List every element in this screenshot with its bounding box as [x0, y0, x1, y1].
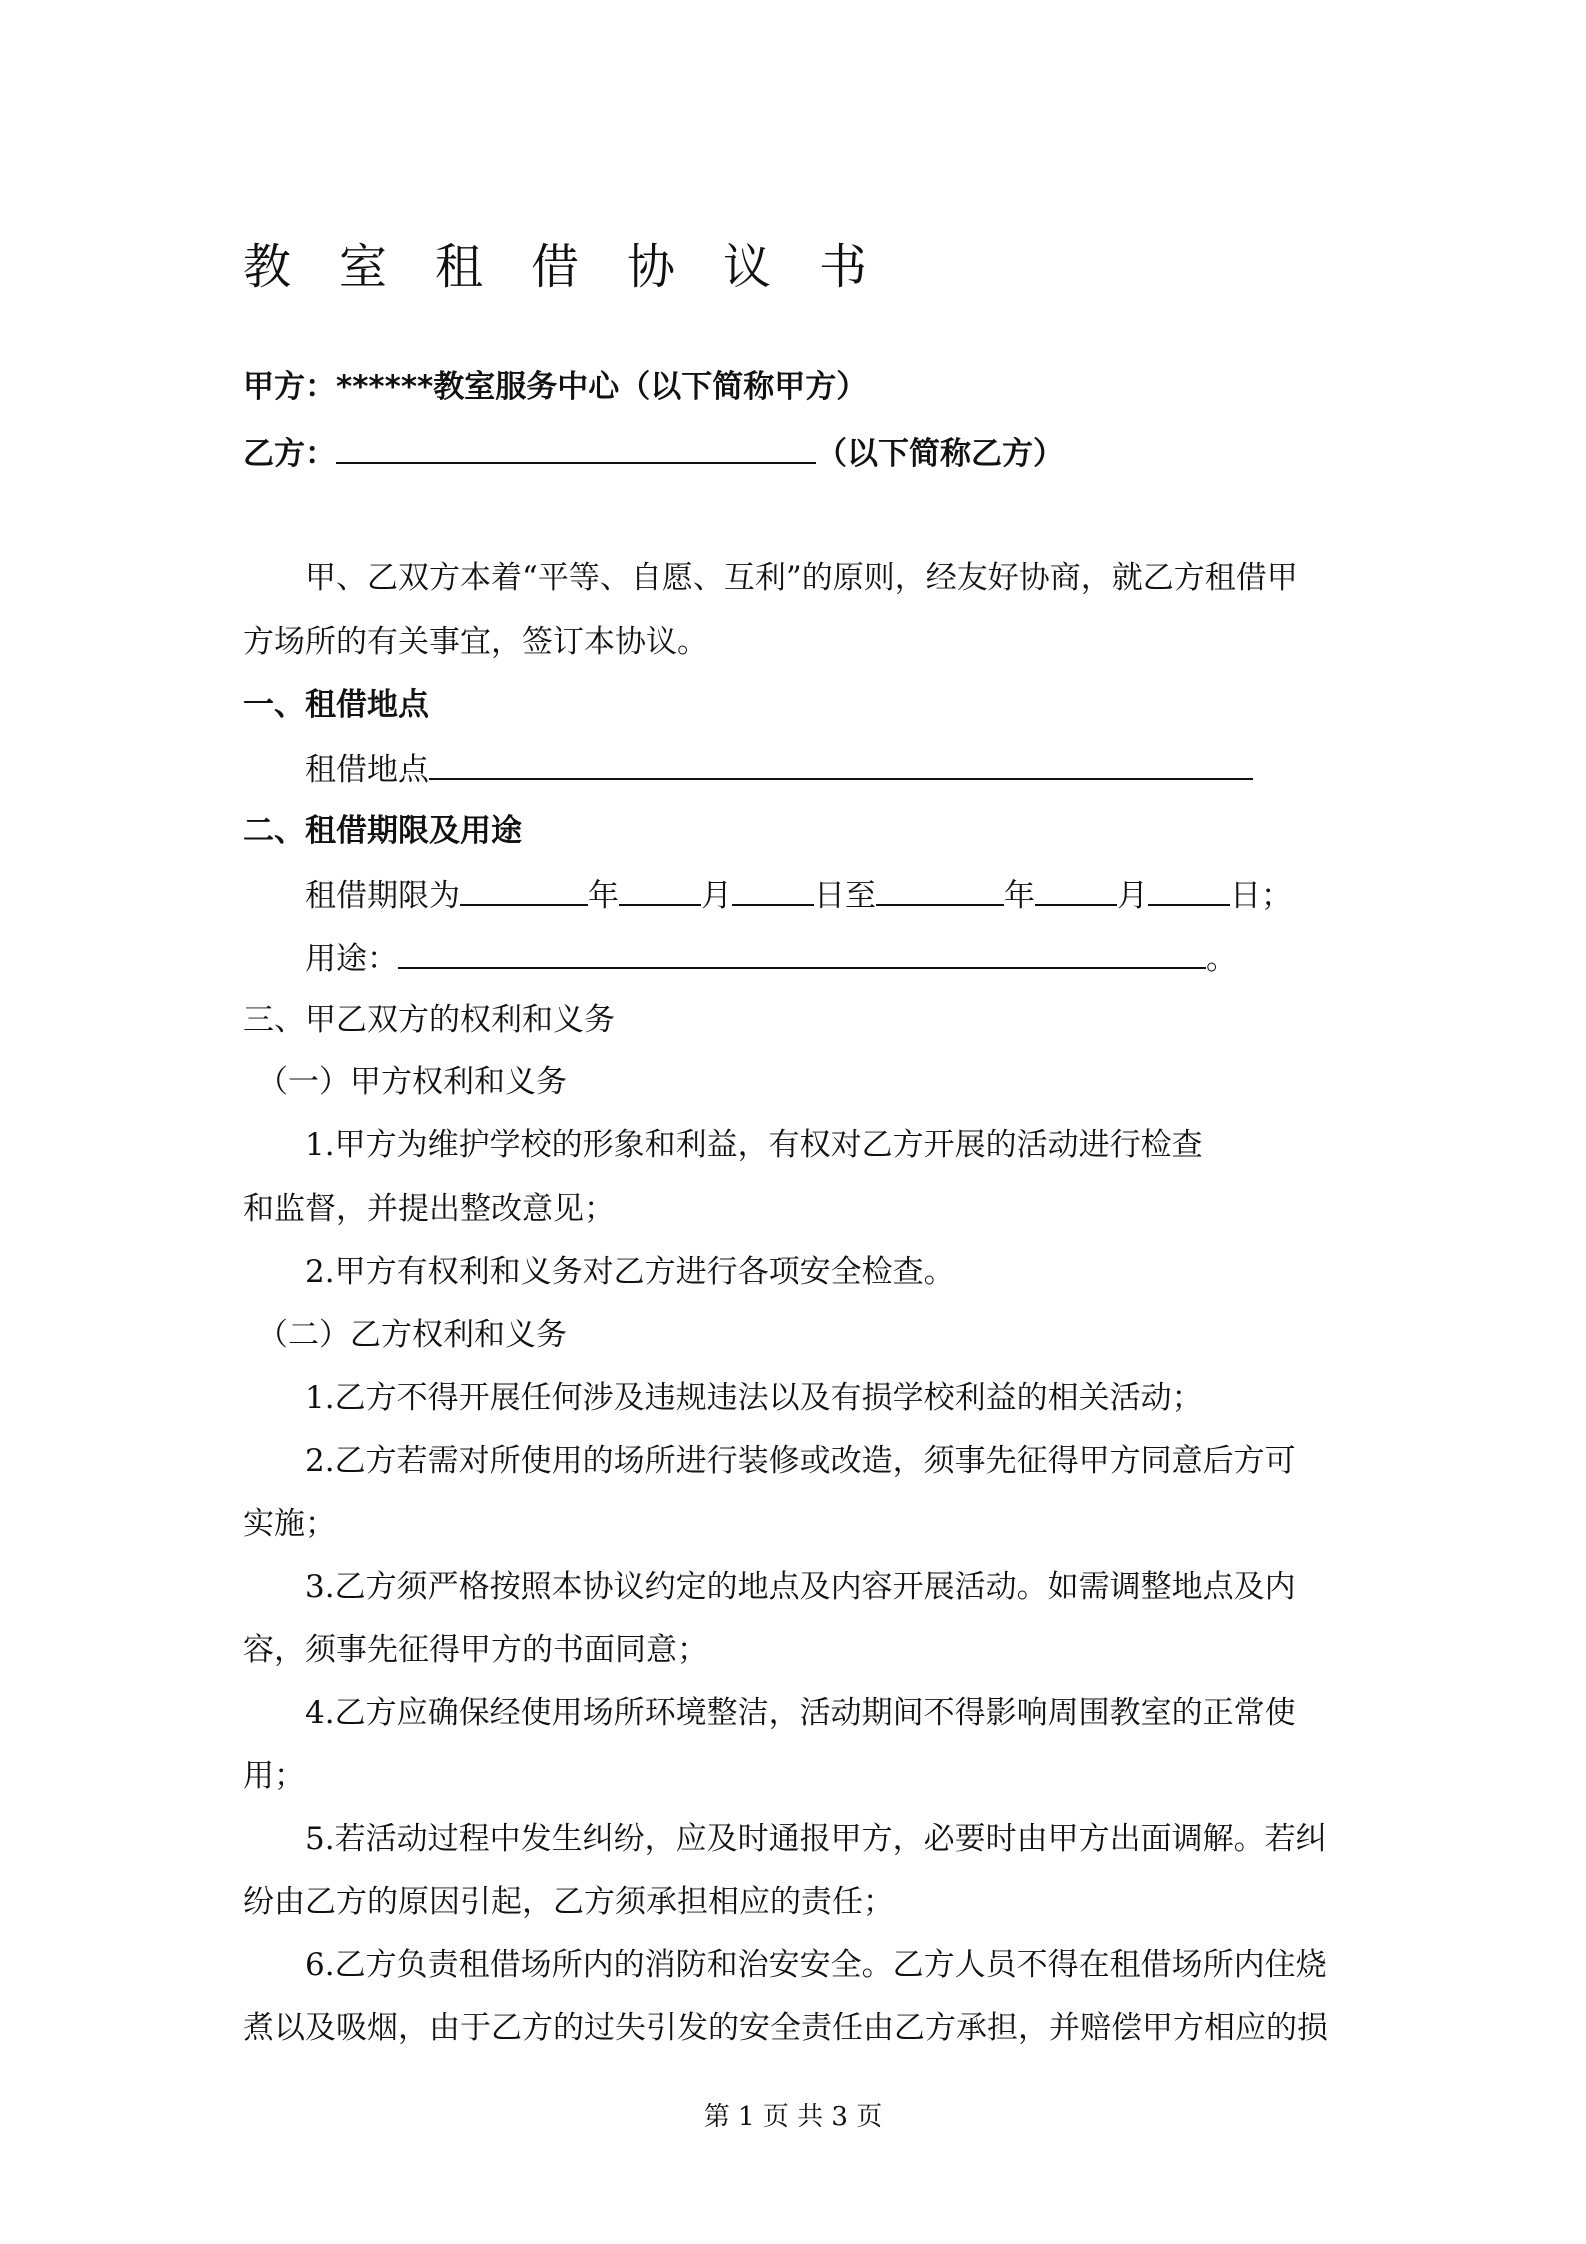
party-a-clause-2: 2.甲方有权利和义务对乙方进行各项安全检查。	[305, 1254, 955, 1290]
intro-line-1: 甲、乙双方本着“平等、自愿、互利”的原则，经友好协商，就乙方租借甲	[305, 560, 1298, 596]
party-b-clause-5a: 5.若活动过程中发生纠纷，应及时通报甲方，必要时由甲方出面调解。若纠	[305, 1821, 1327, 1857]
party-b-line	[243, 430, 1064, 476]
end-year-unit: 年	[1004, 878, 1035, 914]
start-day-blank[interactable]	[732, 872, 814, 906]
document-title: 教室租借协议书	[243, 239, 916, 295]
end-day-unit: 日；	[1230, 878, 1292, 914]
rental-location-label: 租借地点	[305, 752, 429, 788]
start-day-unit: 日至	[814, 878, 876, 914]
party-b-clause-6b: 煮以及吸烟，由于乙方的过失引发的安全责任由乙方承担，并赔偿甲方相应的损	[243, 2010, 1328, 2046]
party-b-clause-3a: 3.乙方须严格按照本协议约定的地点及内容开展活动。如需调整地点及内	[305, 1569, 1296, 1605]
section-1-heading: 一、租借地点	[243, 687, 429, 723]
usage-line	[305, 935, 1237, 981]
party-b-suffix: （以下简称乙方）	[816, 436, 1064, 472]
party-b-rights-heading: （二）乙方权利和义务	[257, 1317, 567, 1353]
end-day-blank[interactable]	[1148, 872, 1230, 906]
usage-end: 。	[1206, 941, 1237, 977]
party-a-line: 甲方：******教室服务中心（以下简称甲方）	[243, 369, 868, 405]
usage-blank[interactable]	[398, 935, 1206, 969]
party-b-blank[interactable]	[336, 430, 816, 464]
intro-line-2: 方场所的有关事宜，签订本协议。	[243, 624, 708, 660]
usage-label: 用途：	[305, 941, 398, 977]
party-b-clause-6a: 6.乙方负责租借场所内的消防和治安安全。乙方人员不得在租借场所内住烧	[305, 1947, 1327, 1983]
party-b-clause-1: 1.乙方不得开展任何涉及违规违法以及有损学校利益的相关活动；	[305, 1380, 1203, 1416]
party-b-clause-2a: 2.乙方若需对所使用的场所进行装修或改造，须事先征得甲方同意后方可	[305, 1443, 1296, 1479]
start-year-unit: 年	[588, 878, 619, 914]
end-month-blank[interactable]	[1035, 872, 1117, 906]
section-2-heading: 二、租借期限及用途	[243, 813, 522, 849]
page-footer: 第 1 页 共 3 页	[703, 2102, 883, 2132]
rental-location-line	[305, 746, 1253, 792]
party-b-clause-5b: 纷由乙方的原因引起，乙方须承担相应的责任；	[243, 1884, 894, 1920]
party-b-label: 乙方：	[243, 436, 336, 472]
end-year-blank[interactable]	[876, 872, 1004, 906]
party-a-clause-1b: 和监督，并提出整改意见；	[243, 1191, 615, 1227]
party-b-clause-2b: 实施；	[243, 1506, 336, 1542]
party-a-clause-1a: 1.甲方为维护学校的形象和利益，有权对乙方开展的活动进行检查	[305, 1127, 1203, 1163]
rental-period-line	[305, 872, 1292, 918]
party-b-clause-3b: 容，须事先征得甲方的书面同意；	[243, 1632, 708, 1668]
party-a-rights-heading: （一）甲方权利和义务	[257, 1064, 567, 1100]
start-month-unit: 月	[701, 878, 732, 914]
start-year-blank[interactable]	[460, 872, 588, 906]
rental-location-blank[interactable]	[429, 746, 1253, 780]
party-b-clause-4b: 用；	[243, 1758, 305, 1794]
start-month-blank[interactable]	[619, 872, 701, 906]
end-month-unit: 月	[1117, 878, 1148, 914]
party-b-clause-4a: 4.乙方应确保经使用场所环境整洁，活动期间不得影响周围教室的正常使	[305, 1695, 1296, 1731]
period-prefix: 租借期限为	[305, 878, 460, 914]
section-3-heading: 三、甲乙双方的权利和义务	[243, 1002, 615, 1038]
